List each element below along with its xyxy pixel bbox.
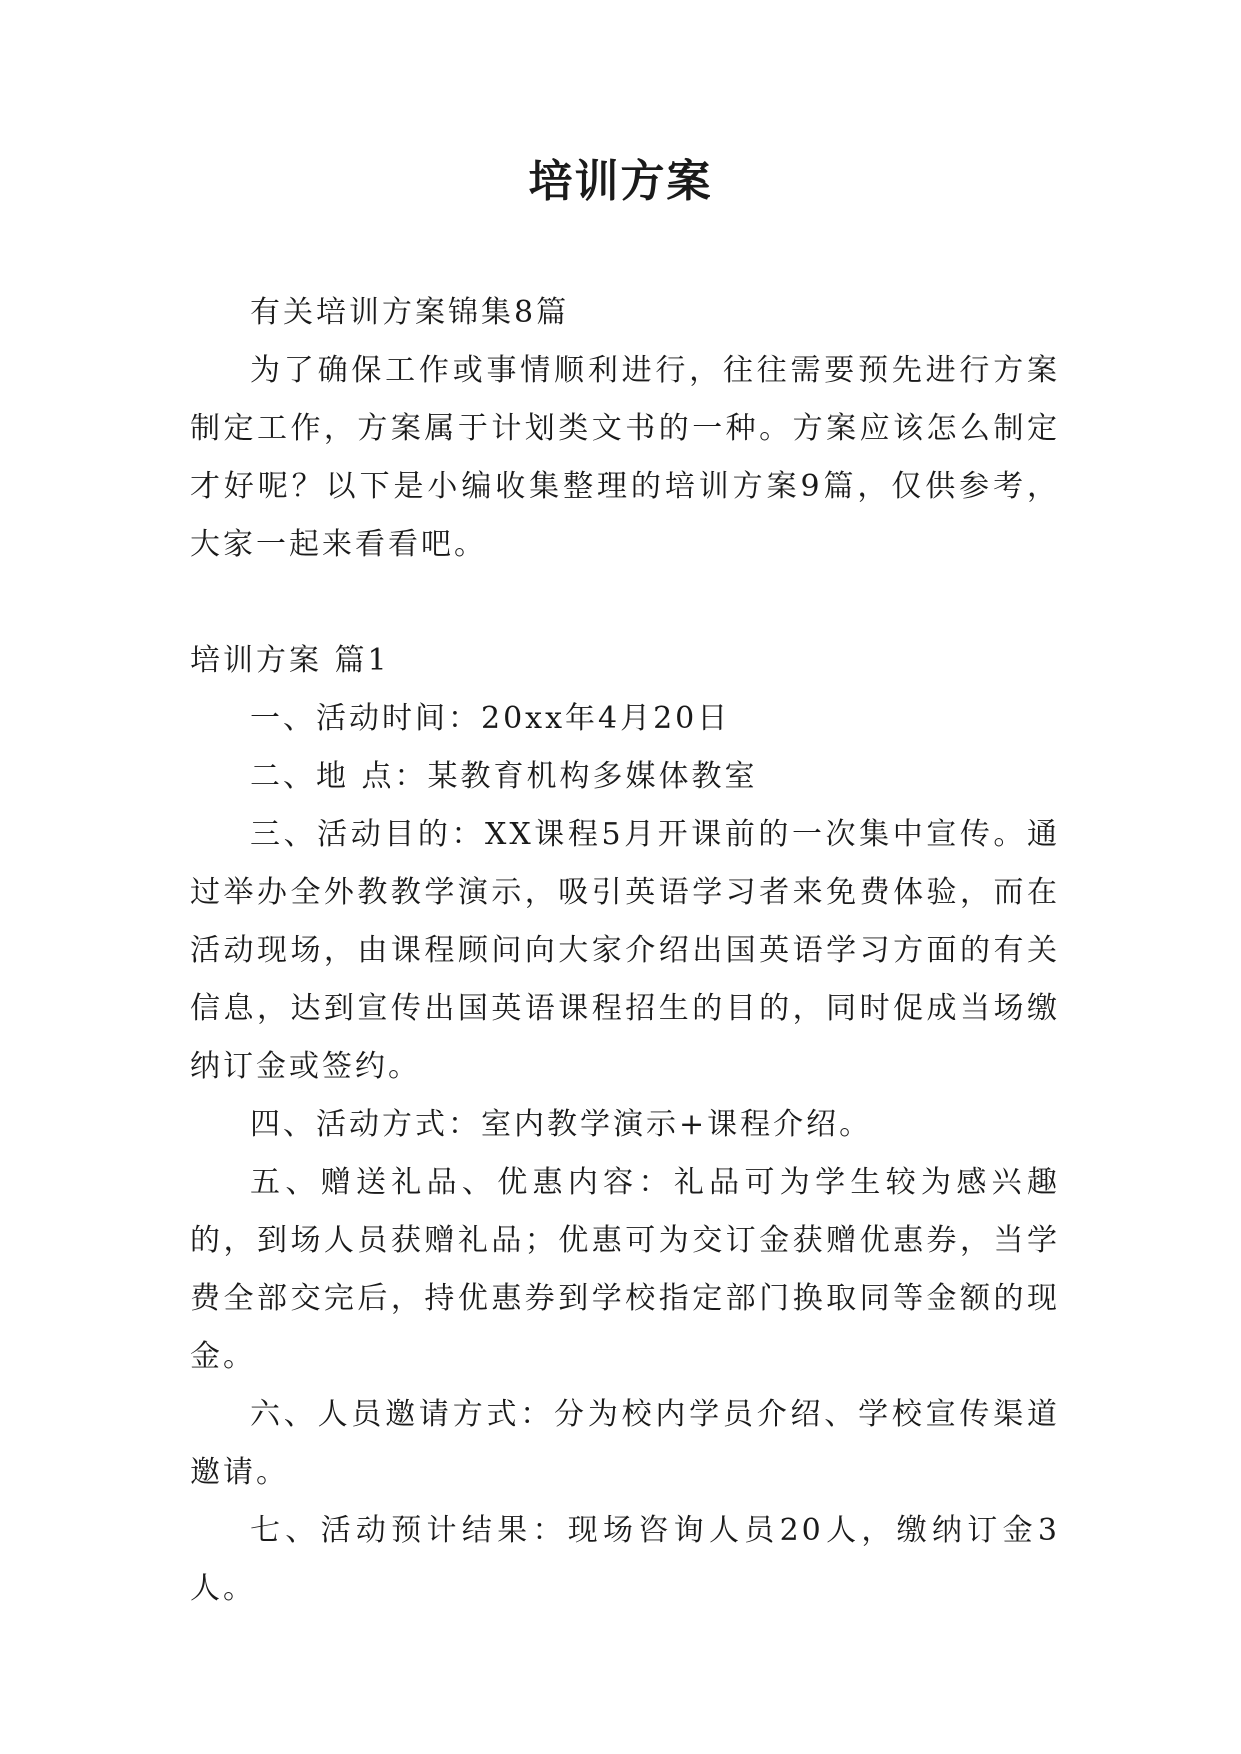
intro-subtitle: 有关培训方案锦集8篇 bbox=[250, 295, 570, 330]
section-item-invitation: 六、人员邀请方式：分为校内学员介绍、学校宣传渠道邀请。 bbox=[190, 1397, 1060, 1490]
section-item-purpose: 三、活动目的：XX课程5月开课前的一次集中宣传。通过举办全外教教学演示，吸引英语学习者来免费体验，而在活动现场，由课程顾问向大家介绍出国英语学习方面的有关信息，达到宣传出国英语课程招生的目的，同时促成当场缴纳订金或签约。 bbox=[190, 817, 1060, 1084]
intro-paragraph: 为了确保工作或事情顺利进行，往往需要预先进行方案制定工作，方案属于计划类文书的一种。方案应该怎么制定才好呢？以下是小编收集整理的培训方案9篇，仅供参考，大家一起来看看吧。 bbox=[190, 353, 1060, 562]
document-body bbox=[190, 284, 1060, 1618]
section-item-method: 四、活动方式：室内教学演示+课程介绍。 bbox=[250, 1107, 873, 1142]
document-title: 培训方案 bbox=[528, 156, 713, 207]
section-item-location: 二、地 点：某教育机构多媒体教室 bbox=[250, 759, 758, 794]
section-item-gifts: 五、赠送礼品、优惠内容：礼品可为学生较为感兴趣的，到场人员获赠礼品；优惠可为交订金获赠优惠券，当学费全部交完后，持优惠券到学校指定部门换取同等金额的现金。 bbox=[190, 1165, 1060, 1374]
section-heading: 培训方案 篇1 bbox=[190, 643, 390, 678]
section-item-time: 一、活动时间：20xx年4月20日 bbox=[250, 701, 731, 736]
section-item-expected-result: 七、活动预计结果：现场咨询人员20人，缴纳订金3人。 bbox=[190, 1513, 1060, 1606]
